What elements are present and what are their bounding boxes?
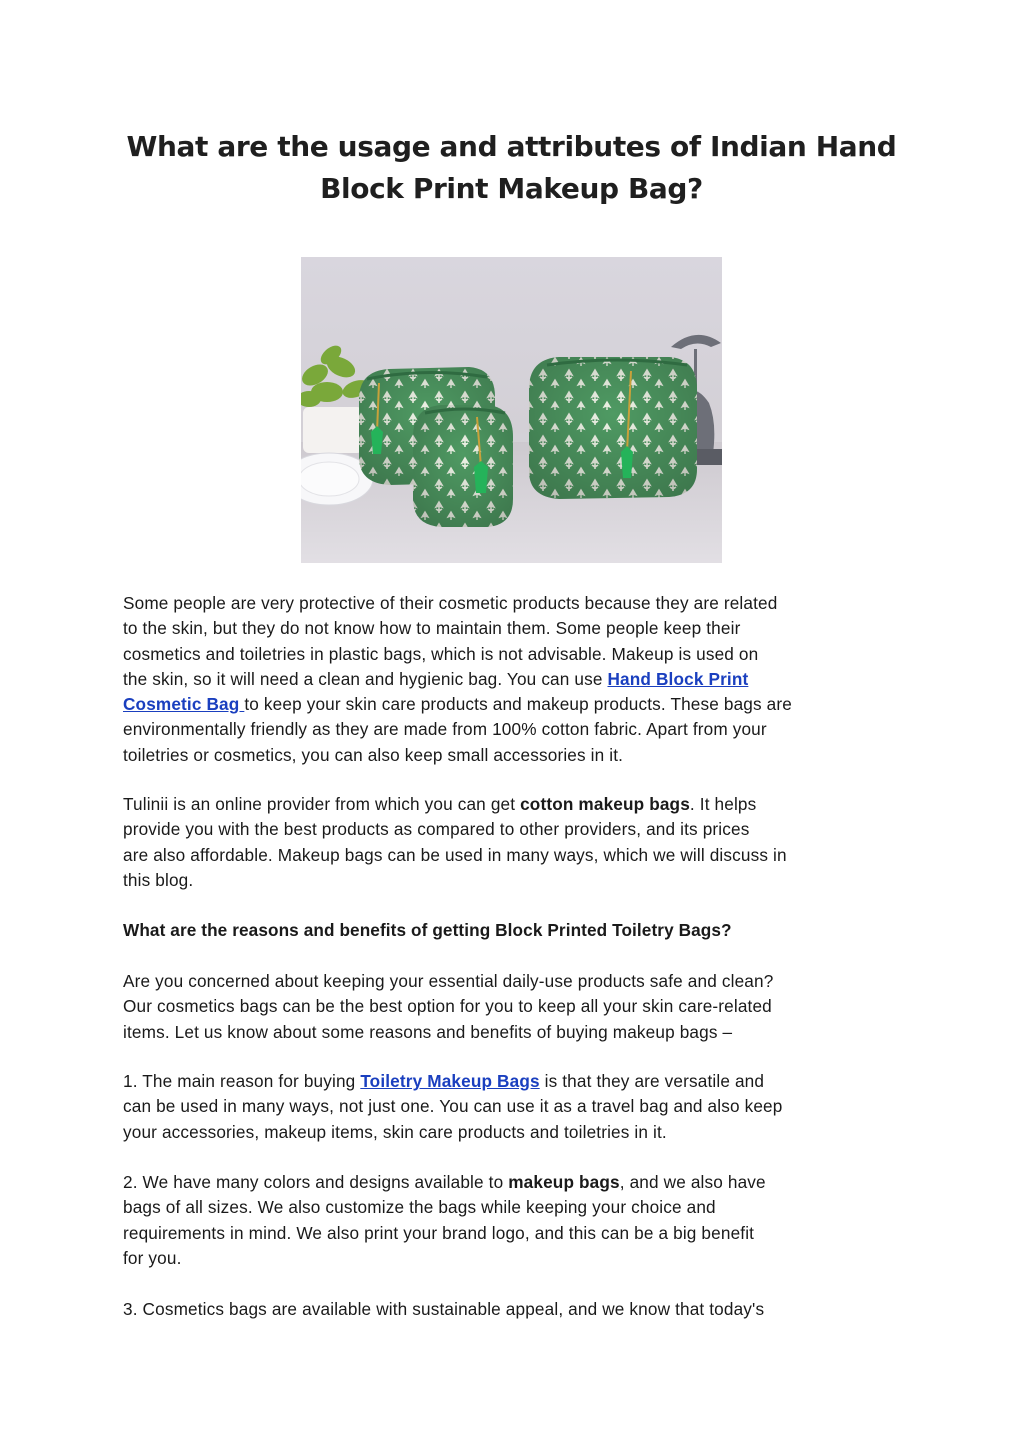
link-hand-block-print-cosmetic-bag[interactable]: Hand Block Print bbox=[607, 668, 749, 689]
text-segment: 1. The main reason for buying bbox=[123, 1071, 361, 1091]
bag-middle bbox=[413, 405, 513, 527]
text-line: provide you with the best products as compared to other providers, and its prices bbox=[123, 819, 750, 840]
text-line bbox=[123, 692, 903, 717]
text-line: to the skin, but they do not know how to maintain them. Some people keep their bbox=[123, 618, 741, 639]
text-line bbox=[123, 1170, 903, 1195]
list-item-2 bbox=[123, 1170, 903, 1271]
text-segment: is that they are versatile and bbox=[539, 1071, 765, 1091]
text-line: environmentally friendly as they are made from 100% cotton fabric. Apart from your bbox=[123, 719, 767, 740]
text-line: are also affordable. Makeup bags can be used in many ways, which we will discuss in bbox=[123, 844, 787, 865]
bag-right bbox=[529, 357, 697, 499]
text-line: for you. bbox=[123, 1247, 182, 1268]
text-line: 3. Cosmetics bags are available with sustainable appeal, and we know that today's bbox=[123, 1299, 765, 1319]
list-item-1 bbox=[123, 1069, 903, 1145]
section-heading: What are the reasons and benefits of getting Block Printed Toiletry Bags? bbox=[123, 920, 732, 940]
text-line: cosmetics and toiletries in plastic bags, which is not advisable. Makeup is used on bbox=[123, 643, 759, 664]
text-line: this blog. bbox=[123, 869, 194, 890]
text-segment: 2. We have many colors and designs available to bbox=[123, 1172, 509, 1192]
text-line: requirements in mind. We also print your brand logo, and this can be a big benefit bbox=[123, 1222, 755, 1243]
text-line: Our cosmetics bags can be the best option for you to keep all your skin care-related bbox=[123, 996, 772, 1017]
text-line: your accessories, makeup items, skin care products and toiletries in it. bbox=[123, 1121, 667, 1142]
text-line: toiletries or cosmetics, you can also keep small accessories in it. bbox=[123, 744, 624, 765]
link-toiletry-makeup-bags[interactable]: Toiletry Makeup Bags bbox=[360, 1071, 540, 1091]
product-photo bbox=[301, 257, 722, 563]
bold-text: cotton makeup bags bbox=[520, 794, 690, 814]
text-segment: Tulinii is an online provider from which you can get bbox=[123, 794, 521, 814]
text-line bbox=[123, 1069, 903, 1094]
text-segment: to keep your skin care products and makeup products. These bags are bbox=[244, 694, 792, 715]
page-title: What are the usage and attributes of Indian Hand Block Print Makeup Bag? bbox=[126, 130, 897, 205]
text-line: Are you concerned about keeping your essential daily-use products safe and clean? bbox=[123, 971, 774, 991]
link-hand-block-print-cosmetic-bag-cont[interactable]: Cosmetic Bag bbox=[123, 694, 245, 715]
text-segment: the skin, so it will need a clean and hygienic bag. You can use bbox=[123, 668, 608, 689]
list-item-3 bbox=[123, 1297, 903, 1322]
paragraph-tulinii bbox=[123, 792, 903, 893]
text-segment: . It helps bbox=[689, 794, 757, 814]
paragraph-concerned bbox=[123, 969, 903, 1045]
text-line: items. Let us know about some reasons and benefits of buying makeup bags – bbox=[123, 1021, 733, 1042]
text-line: Some people are very protective of their cosmetic products because they are related bbox=[123, 593, 778, 613]
paragraph-intro bbox=[123, 591, 903, 768]
text-line bbox=[123, 667, 903, 692]
text-line: can be used in many ways, not just one. You can use it as a travel bag and also keep bbox=[123, 1096, 783, 1117]
bold-text: makeup bags bbox=[508, 1172, 620, 1192]
text-line: bags of all sizes. We also customize the bags while keeping your choice and bbox=[123, 1197, 716, 1218]
text-line bbox=[123, 792, 903, 817]
text-segment: , and we also have bbox=[619, 1172, 766, 1192]
